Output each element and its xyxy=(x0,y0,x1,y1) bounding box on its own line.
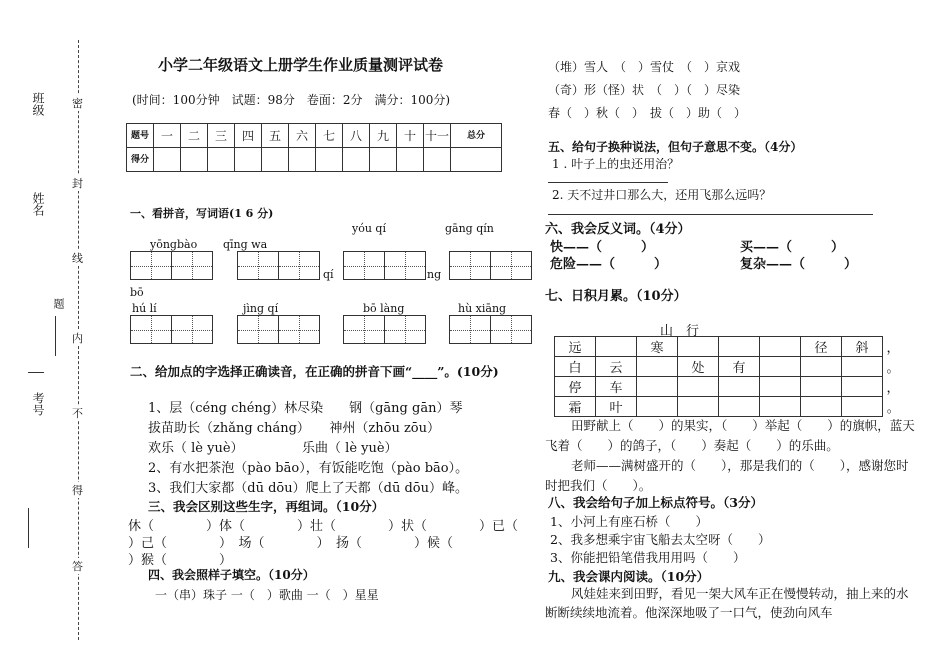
poem-cell[interactable] xyxy=(596,337,637,357)
antonym-item: 复杂——（ ） xyxy=(740,257,858,272)
seal-char: 密 xyxy=(72,97,83,110)
antonym-item: 危险——（ ） xyxy=(550,257,668,272)
score-cell[interactable] xyxy=(343,148,370,172)
writing-grid[interactable] xyxy=(343,315,426,344)
section-2-title: 二、给加点的字选择正确读音，在正确的拼音下画“____”。(10分) xyxy=(130,364,499,379)
blank-line xyxy=(55,316,56,356)
fill-paragraph: 老师——满树盛开的（ ），那是我们的（ ），感谢您时时把我们（ ）。 xyxy=(545,458,909,493)
writing-grid[interactable] xyxy=(449,251,532,280)
score-col: 五 xyxy=(262,124,289,148)
section-6-title: 六、我会反义词。（4分） xyxy=(545,222,691,237)
score-cell[interactable] xyxy=(316,148,343,172)
question-line: （奇）形（怪）状 （ ）（ ）尽染 xyxy=(548,83,741,97)
antonym-item: 快——（ ） xyxy=(550,240,655,255)
seal-char: 答 xyxy=(72,560,83,573)
section-8-title: 八、我会给句子加上标点符号。（3分） xyxy=(548,495,763,510)
field-id: 考号 xyxy=(31,392,45,416)
poem-cell[interactable] xyxy=(637,357,678,377)
poem-cell[interactable] xyxy=(719,377,760,397)
writing-grid[interactable] xyxy=(449,315,532,344)
poem-cell[interactable] xyxy=(842,357,883,377)
pinyin-fragment: bō xyxy=(130,286,144,299)
question-line: （堆）雪人 （ ）雪仗 （ ）京戏 xyxy=(548,60,741,74)
section-5-title: 五、给句子换种说法，但句子意思不变。（4分） xyxy=(548,140,803,154)
question-line: ）己（ ） 场（ ） 扬（ ）候（ xyxy=(128,536,454,551)
seal-char: 封 xyxy=(72,177,83,190)
section-9-title: 九、我会课内阅读。（10分） xyxy=(548,569,710,584)
poem-cell: 远 xyxy=(555,337,596,357)
poem-cell[interactable] xyxy=(801,397,842,417)
table-row xyxy=(555,357,904,377)
question-line: 3、你能把铅笔借我用用吗（ ） xyxy=(550,550,746,565)
question-line: 2. 天不过井口那么大，还用飞那么远吗？ xyxy=(552,188,772,202)
score-col-total: 总分 xyxy=(451,124,502,148)
score-cell[interactable] xyxy=(451,148,502,172)
poem-cell[interactable] xyxy=(760,377,801,397)
poem-cell[interactable] xyxy=(842,377,883,397)
pinyin: hù xiāng xyxy=(458,302,507,315)
poem-punct: 。 xyxy=(886,361,900,376)
fill-paragraph: 田野献上（ ）的果实，（ ）举起（ ）的旗帜，蓝天飞着（ ）的鸽子，（ ）奏起（ ）的乐曲。 xyxy=(545,418,915,453)
answer-line xyxy=(548,182,668,183)
seal-char: 内 xyxy=(72,332,83,345)
blank-line xyxy=(28,372,44,373)
poem-cell: 车 xyxy=(596,377,637,397)
poem-cell: 寒 xyxy=(637,337,678,357)
score-row-label: 得分 xyxy=(127,148,154,172)
score-cell[interactable] xyxy=(181,148,208,172)
score-cell[interactable] xyxy=(235,148,262,172)
score-col: 八 xyxy=(343,124,370,148)
poem-cell[interactable] xyxy=(801,377,842,397)
question-line: 休（ ）体（ ）壮（ ）状（ ）已（ xyxy=(128,519,519,534)
poem-punct: ， xyxy=(886,381,900,396)
score-cell[interactable] xyxy=(208,148,235,172)
writing-grid[interactable] xyxy=(237,315,320,344)
question-line: ）猴（ ） xyxy=(128,553,233,568)
score-col: 一 xyxy=(154,124,181,148)
question-line: 春（ ）秋（ ） 拔（ ）助（ ） xyxy=(548,106,747,120)
seal-char: 得 xyxy=(72,484,83,497)
field-name: 姓名 xyxy=(31,192,45,216)
table-row xyxy=(555,377,904,397)
answer-line xyxy=(548,214,873,215)
pinyin: jìng qí xyxy=(243,302,279,315)
blank-line xyxy=(28,508,29,548)
poem-cell[interactable] xyxy=(678,397,719,417)
section-3-title: 三、我会区别这些生字，再组词。（10分） xyxy=(148,499,385,514)
poem-cell: 处 xyxy=(678,357,719,377)
question-line: 2、有水把茶泡（pào bāo），有饭能吃饱（pào bāo）。 xyxy=(148,461,469,476)
question-line: 一（串）珠子 一（ ）歌曲 一（ ）星星 xyxy=(155,588,379,602)
poem-cell[interactable] xyxy=(760,397,801,417)
question-line: 欢乐（ lè yuè） 乐曲（ lè yuè） xyxy=(148,441,398,456)
poem-cell[interactable] xyxy=(760,357,801,377)
poem-punct: ， xyxy=(886,341,900,356)
score-col: 十 xyxy=(397,124,424,148)
score-cell[interactable] xyxy=(397,148,424,172)
poem-cell: 斜 xyxy=(842,337,883,357)
pinyin: gāng qín xyxy=(445,222,494,235)
score-col: 十一 xyxy=(424,124,451,148)
question-line: 1 . 叶子上的虫还用治？ xyxy=(552,157,680,171)
exam-info: (时间：100分钟 试题：98分 卷面：2分 满分：100分) xyxy=(132,93,451,107)
poem-cell[interactable] xyxy=(678,337,719,357)
question-line: 1、小河上有座石桥（ ） xyxy=(550,514,708,529)
pinyin: yóu qí xyxy=(352,222,386,235)
label-ti: 题 xyxy=(52,298,65,309)
poem-cell[interactable] xyxy=(637,377,678,397)
score-cell[interactable] xyxy=(289,148,316,172)
antonym-item: 买——（ ） xyxy=(740,240,845,255)
score-row-label: 题号 xyxy=(127,124,154,148)
score-cell[interactable] xyxy=(154,148,181,172)
poem-cell[interactable] xyxy=(760,337,801,357)
poem-cell[interactable] xyxy=(719,397,760,417)
poem-cell: 白 xyxy=(555,357,596,377)
score-cell[interactable] xyxy=(370,148,397,172)
poem-cell[interactable] xyxy=(678,377,719,397)
score-col: 七 xyxy=(316,124,343,148)
poem-title: 山 行 xyxy=(660,324,700,339)
poem-table xyxy=(554,336,904,417)
field-class: 班级 xyxy=(31,92,45,116)
score-cell[interactable] xyxy=(262,148,289,172)
poem-cell: 云 xyxy=(596,357,637,377)
pinyin: yōngbào xyxy=(150,238,198,251)
writing-grid[interactable] xyxy=(343,251,426,280)
pinyin: qīng wa xyxy=(223,238,268,251)
pinyin: bō làng xyxy=(363,302,405,315)
score-col: 六 xyxy=(289,124,316,148)
poem-cell[interactable] xyxy=(801,357,842,377)
score-cell[interactable] xyxy=(424,148,451,172)
score-col: 二 xyxy=(181,124,208,148)
reading-passage: 风娃娃来到田野，看见一架大风车正在慢慢转动，抽上来的水断断续续地流着。他深深地吸了一口气，使劲向风车 xyxy=(545,586,909,620)
score-table xyxy=(126,123,502,172)
score-col: 三 xyxy=(208,124,235,148)
section-7-title: 七、日积月累。（10分） xyxy=(545,289,687,304)
score-col: 四 xyxy=(235,124,262,148)
question-line: 1、层（céng chéng）林尽染 钢（gāng gān）琴 xyxy=(148,401,463,416)
writing-grid[interactable] xyxy=(237,251,320,280)
score-col: 九 xyxy=(370,124,397,148)
question-line: 2、我多想乘宇宙飞船去太空呀（ ） xyxy=(550,532,771,547)
poem-punct: 。 xyxy=(886,401,900,416)
seal-char: 不 xyxy=(72,407,83,420)
table-row xyxy=(555,397,904,417)
table-row xyxy=(555,337,904,357)
poem-cell[interactable] xyxy=(719,337,760,357)
poem-cell[interactable] xyxy=(842,397,883,417)
question-line: 拔苗助长（zhǎng cháng） 神州（zhōu zōu） xyxy=(148,421,440,436)
pinyin-fragment: qí xyxy=(323,268,334,281)
pinyin-fragment: ng xyxy=(427,268,442,281)
poem-cell: 径 xyxy=(801,337,842,357)
section-1-title: 一、看拼音，写词语(1 6 分) xyxy=(130,207,274,220)
poem-cell: 霜 xyxy=(555,397,596,417)
writing-grid[interactable] xyxy=(130,251,213,280)
table-row xyxy=(127,124,502,148)
poem-cell: 叶 xyxy=(596,397,637,417)
writing-grid[interactable] xyxy=(130,315,213,344)
section-4-title: 四、我会照样子填空。（10分） xyxy=(148,568,315,582)
table-row xyxy=(127,148,502,172)
page-title: 小学二年级语文上册学生作业质量测评试卷 xyxy=(158,56,444,74)
pinyin: hú lí xyxy=(132,302,157,315)
seal-char: 线 xyxy=(72,252,83,265)
poem-cell[interactable] xyxy=(637,397,678,417)
poem-cell: 停 xyxy=(555,377,596,397)
poem-cell: 有 xyxy=(719,357,760,377)
question-line: 3、我们大家都（dū dōu）爬上了天都（dū dōu）峰。 xyxy=(148,481,468,496)
